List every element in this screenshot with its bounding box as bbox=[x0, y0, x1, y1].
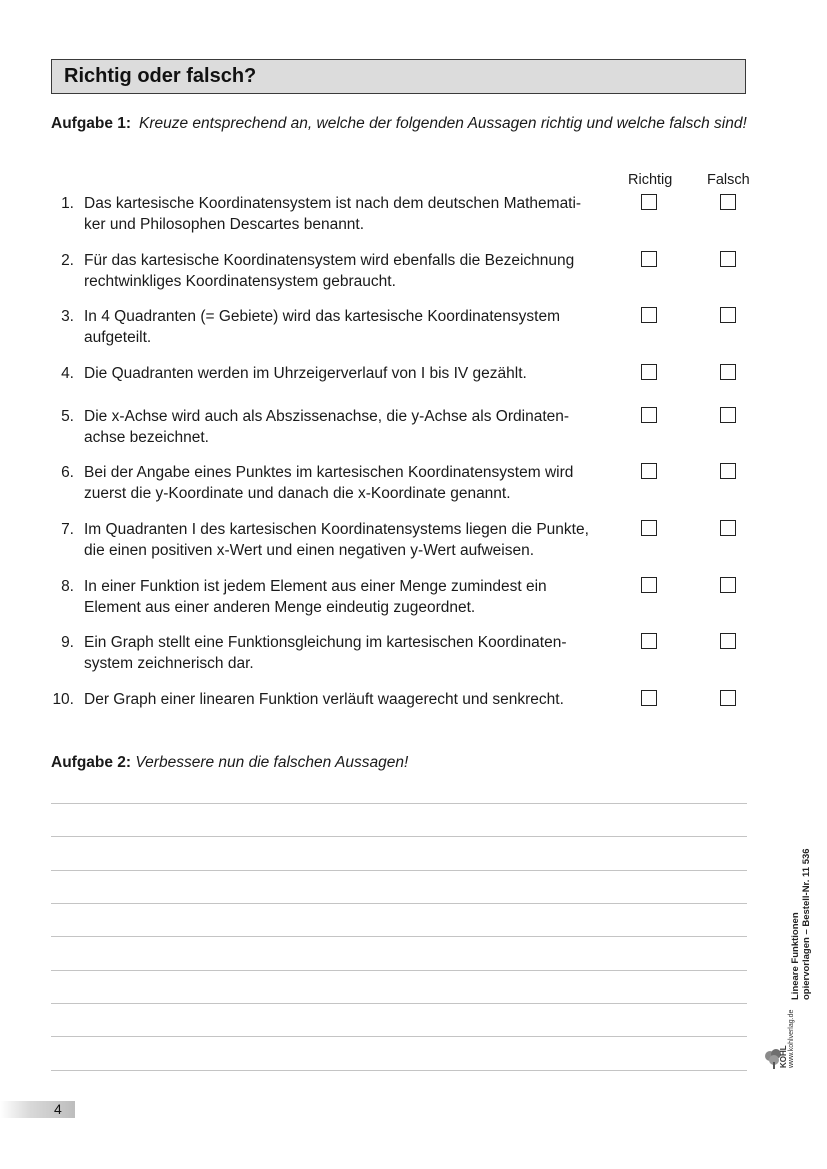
richtig-checkbox[interactable] bbox=[641, 194, 657, 210]
statement-line: In 4 Quadranten (= Gebiete) wird das kartesische Koordinatensystem bbox=[84, 308, 561, 325]
statement-item bbox=[0, 576, 827, 626]
falsch-checkbox[interactable] bbox=[720, 407, 736, 423]
falsch-checkbox[interactable] bbox=[720, 194, 736, 210]
statement-text bbox=[84, 519, 614, 561]
writing-line[interactable] bbox=[51, 970, 747, 971]
page-number: 4 bbox=[54, 1101, 62, 1117]
statement-number: 3. bbox=[61, 308, 74, 325]
statement-text bbox=[84, 576, 614, 618]
statement-text bbox=[84, 363, 614, 384]
statement-line: system zeichnerisch dar. bbox=[84, 655, 254, 672]
statement-line: Das kartesische Koordinatensystem ist nach dem deutschen Mathemati- bbox=[84, 195, 582, 212]
task-1-instruction: Kreuze entsprechend an, welche der folgenden Aussagen richtig und welche falsch sind! bbox=[139, 115, 747, 132]
statement-item bbox=[0, 193, 827, 243]
statement-text bbox=[84, 406, 614, 448]
logo-brand: KOHL bbox=[779, 1045, 788, 1068]
falsch-checkbox[interactable] bbox=[720, 307, 736, 323]
richtig-checkbox[interactable] bbox=[641, 633, 657, 649]
statement-line: rechtwinkliges Koordinatensystem gebraucht. bbox=[84, 273, 396, 290]
logo-url: www.kohlverlag.de bbox=[788, 1009, 795, 1068]
statement-line: zuerst die y-Koordinate und danach die x-Koordinate genannt. bbox=[84, 485, 511, 502]
statement-number: 9. bbox=[61, 634, 74, 651]
statement-number: 1. bbox=[61, 195, 74, 212]
statement-item bbox=[0, 632, 827, 682]
statement-number: 10. bbox=[52, 691, 74, 708]
statement-item bbox=[0, 519, 827, 569]
statement-line: ker und Philosophen Descartes benannt. bbox=[84, 216, 365, 233]
statement-text bbox=[84, 306, 614, 348]
column-header-richtig: Richtig bbox=[628, 172, 673, 188]
writing-line[interactable] bbox=[51, 1036, 747, 1037]
statement-line: aufgeteilt. bbox=[84, 329, 152, 346]
writing-line[interactable] bbox=[51, 870, 747, 871]
falsch-checkbox[interactable] bbox=[720, 463, 736, 479]
column-header-falsch: Falsch bbox=[707, 172, 750, 188]
statement-number: 7. bbox=[61, 521, 74, 538]
task-1-label: Aufgabe 1: bbox=[51, 115, 132, 132]
richtig-checkbox[interactable] bbox=[641, 463, 657, 479]
statement-line: Element aus einer anderen Menge eindeutig zugeordnet. bbox=[84, 599, 476, 616]
publisher-sidebar-text bbox=[790, 848, 812, 1000]
richtig-checkbox[interactable] bbox=[641, 407, 657, 423]
statement-text bbox=[84, 193, 614, 235]
statement-text bbox=[84, 632, 614, 674]
statement-number: 2. bbox=[61, 252, 74, 269]
falsch-checkbox[interactable] bbox=[720, 364, 736, 380]
task-2-instruction: Verbessere nun die falschen Aussagen! bbox=[135, 754, 409, 771]
writing-line[interactable] bbox=[51, 936, 747, 937]
richtig-checkbox[interactable] bbox=[641, 364, 657, 380]
richtig-checkbox[interactable] bbox=[641, 307, 657, 323]
statement-number: 4. bbox=[61, 365, 74, 382]
statement-text bbox=[84, 689, 614, 710]
page-title: Richtig oder falsch? bbox=[64, 65, 257, 87]
statement-item bbox=[0, 406, 827, 456]
richtig-checkbox[interactable] bbox=[641, 577, 657, 593]
statement-text bbox=[84, 462, 614, 504]
statement-line: achse bezeichnet. bbox=[84, 429, 209, 446]
falsch-checkbox[interactable] bbox=[720, 577, 736, 593]
statement-line: Die Quadranten werden im Uhrzeigerverlauf von I bis IV gezählt. bbox=[84, 365, 527, 382]
sidebar-line-1: Lineare Funktionen bbox=[790, 912, 801, 1000]
richtig-checkbox[interactable] bbox=[641, 520, 657, 536]
statement-line: die einen positiven x-Wert und einen negativen y-Wert aufweisen. bbox=[84, 542, 535, 559]
footer-bar bbox=[0, 1101, 75, 1118]
statement-line: Für das kartesische Koordinatensystem wird ebenfalls die Bezeichnung bbox=[84, 252, 575, 269]
falsch-checkbox[interactable] bbox=[720, 251, 736, 267]
statement-line: Im Quadranten I des kartesischen Koordinatensystems liegen die Punkte, bbox=[84, 521, 589, 538]
sidebar-line-2: opiervorlagen – Bestell-Nr. 11 536 bbox=[801, 848, 812, 1000]
statement-item bbox=[0, 689, 827, 739]
title-box bbox=[51, 59, 746, 94]
statement-text bbox=[84, 250, 614, 292]
statement-line: Bei der Angabe eines Punktes im kartesischen Koordinatensystem wird bbox=[84, 464, 574, 481]
statement-line: Der Graph einer linearen Funktion verläuft waagerecht und senkrecht. bbox=[84, 691, 564, 708]
statement-item bbox=[0, 462, 827, 512]
statement-number: 5. bbox=[61, 408, 74, 425]
falsch-checkbox[interactable] bbox=[720, 520, 736, 536]
writing-line[interactable] bbox=[51, 1003, 747, 1004]
writing-line[interactable] bbox=[51, 836, 747, 837]
falsch-checkbox[interactable] bbox=[720, 633, 736, 649]
writing-line[interactable] bbox=[51, 1070, 747, 1071]
falsch-checkbox[interactable] bbox=[720, 690, 736, 706]
statement-number: 8. bbox=[61, 578, 74, 595]
richtig-checkbox[interactable] bbox=[641, 251, 657, 267]
task-2-label: Aufgabe 2: bbox=[51, 754, 132, 771]
writing-line[interactable] bbox=[51, 903, 747, 904]
richtig-checkbox[interactable] bbox=[641, 690, 657, 706]
statement-item bbox=[0, 306, 827, 356]
statement-number: 6. bbox=[61, 464, 74, 481]
publisher-logo-text bbox=[780, 1010, 796, 1068]
statement-item bbox=[0, 250, 827, 300]
statement-line: Ein Graph stellt eine Funktionsgleichung im kartesischen Koordinaten- bbox=[84, 634, 567, 651]
statement-line: In einer Funktion ist jedem Element aus einer Menge zumindest ein bbox=[84, 578, 547, 595]
statement-line: Die x-Achse wird auch als Abszissenachse, die y-Achse als Ordinaten- bbox=[84, 408, 570, 425]
writing-line[interactable] bbox=[51, 803, 747, 804]
task-2 bbox=[51, 752, 408, 773]
